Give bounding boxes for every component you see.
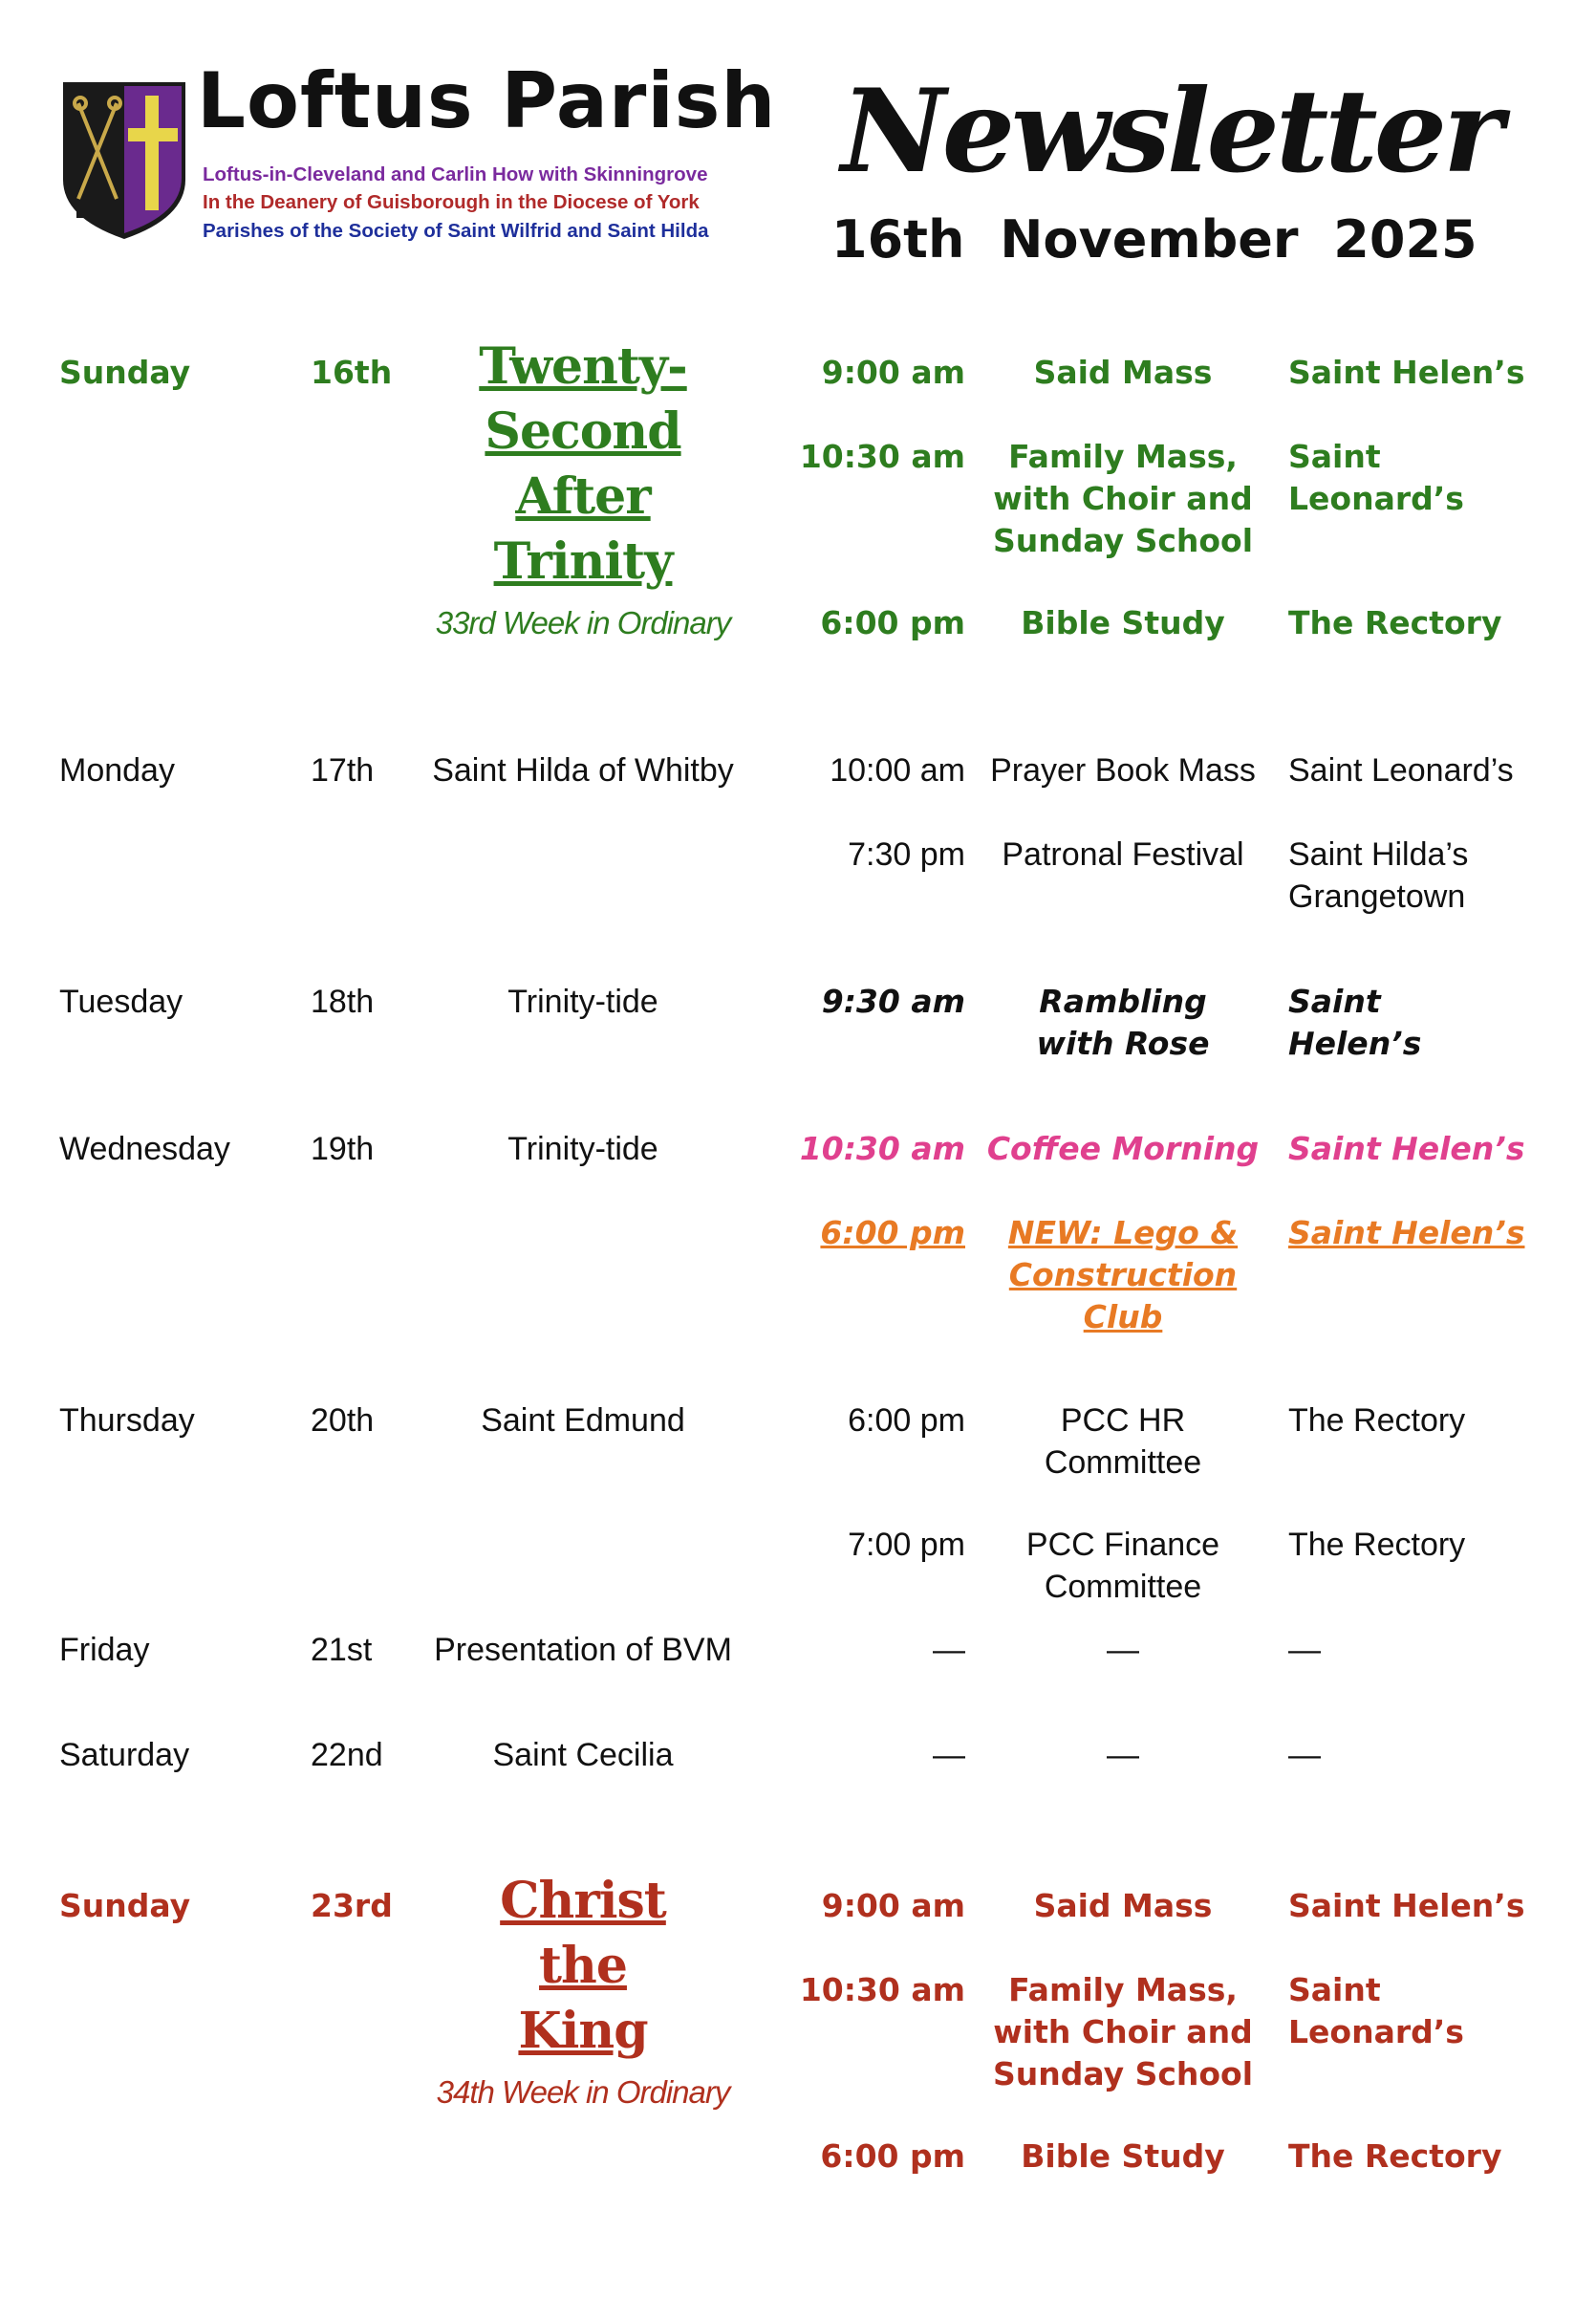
feast-name: Saint Hilda of Whitby	[432, 752, 734, 789]
feast-line: the	[539, 1937, 627, 1995]
event-title: Prayer Book Mass	[990, 752, 1256, 789]
newsletter-title: Newsletter	[841, 64, 1500, 199]
feast-name: Trinity-tide	[507, 1131, 658, 1167]
event-place: Saint Helen’s	[1288, 1214, 1525, 1251]
feast-name: Trinity-tide	[507, 984, 658, 1020]
liturgical-week: 33rd Week in Ordinary	[435, 605, 731, 640]
newsletter-date: 16th November 2025	[831, 209, 1477, 270]
day-name: Wednesday	[59, 1131, 230, 1167]
event-time: 7:00 pm	[848, 1527, 965, 1563]
event-title: Bible Study	[1021, 2137, 1225, 2175]
event-title: Patronal Festival	[1002, 836, 1244, 873]
event-place: Saint Helen’s	[1288, 983, 1422, 1062]
event-time: —	[933, 1632, 965, 1668]
parish-subtitle-society: Parishes of the Society of Saint Wilfrid and Saint Hilda	[203, 220, 709, 242]
day-date: 19th	[311, 1131, 375, 1167]
event-time: 10:30 am	[799, 1130, 965, 1167]
parish-title: Loftus Parish	[197, 56, 777, 145]
day-date: 22nd	[311, 1737, 383, 1773]
feast-line: Twenty-	[479, 337, 687, 396]
event-time: 6:00 pm	[820, 1214, 965, 1251]
day-date: 16th	[311, 354, 393, 391]
feast-line: King	[518, 2002, 648, 2060]
day-date: 23rd	[311, 1887, 393, 1924]
event-place: Saint Leonard’s	[1288, 438, 1464, 517]
event-place: Saint Leonard’s	[1288, 1971, 1464, 2050]
event-title: Family Mass, with Choir and Sunday School	[992, 1971, 1254, 2092]
day-date: 21st	[311, 1632, 373, 1668]
feast-name	[421, 1869, 745, 2114]
event-place: —	[1288, 1737, 1321, 1773]
day-name: Tuesday	[59, 984, 183, 1020]
event-title: PCC Finance Committee	[1025, 1527, 1220, 1605]
event-time: 6:00 pm	[820, 604, 965, 641]
event-title: Coffee Morning	[986, 1130, 1260, 1167]
event-time: 10:30 am	[799, 438, 965, 475]
event-place: The Rectory	[1288, 1527, 1466, 1563]
feast-name: Saint Cecilia	[492, 1737, 674, 1773]
event-place: The Rectory	[1288, 604, 1502, 641]
feast-name: Saint Edmund	[481, 1402, 685, 1439]
event-time: 10:00 am	[830, 752, 965, 789]
event-time: —	[933, 1737, 965, 1773]
event-place: Saint Leonard’s	[1288, 752, 1514, 789]
day-date: 17th	[311, 752, 375, 789]
event-place: Saint Helen’s	[1288, 1130, 1525, 1167]
feast-name: Presentation of BVM	[434, 1632, 732, 1668]
event-time: 6:00 pm	[848, 1402, 965, 1439]
event-place: The Rectory	[1288, 2137, 1502, 2175]
event-title: —	[1107, 1632, 1139, 1668]
liturgical-week: 34th Week in Ordinary	[436, 2074, 730, 2110]
event-time: 9:30 am	[821, 983, 965, 1020]
day-name: Thursday	[59, 1402, 195, 1439]
day-name: Friday	[59, 1632, 150, 1668]
event-title: PCC HR Committee	[1044, 1402, 1202, 1481]
event-time: 10:30 am	[799, 1971, 965, 2008]
event-title: NEW: Lego & Construction Club	[1007, 1214, 1239, 1335]
event-time: 9:00 am	[821, 354, 965, 391]
event-place: —	[1288, 1632, 1321, 1668]
day-name: Saturday	[59, 1737, 190, 1773]
day-name: Sunday	[59, 1887, 191, 1924]
event-place: Saint Hilda’s Grangetown	[1288, 836, 1469, 915]
feast-line: Trinity	[493, 532, 673, 591]
event-title: Bible Study	[1021, 604, 1225, 641]
parish-shield-logo	[57, 75, 191, 242]
parish-subtitle-benefice: Loftus-in-Cleveland and Carlin How with Skinningrove	[203, 163, 708, 185]
event-title: Said Mass	[1033, 1887, 1213, 1924]
feast-name	[421, 335, 745, 644]
day-name: Sunday	[59, 354, 191, 391]
event-title: Family Mass, with Choir and Sunday School	[992, 438, 1254, 559]
event-time: 6:00 pm	[820, 2137, 965, 2175]
event-title: Said Mass	[1033, 354, 1213, 391]
feast-line: Second	[485, 402, 681, 461]
event-time: 7:30 pm	[848, 836, 965, 873]
feast-line: After	[515, 467, 651, 526]
event-place: Saint Helen’s	[1288, 354, 1525, 391]
event-place: Saint Helen’s	[1288, 1887, 1525, 1924]
day-name: Monday	[59, 752, 175, 789]
event-title: Rambling with Rose	[1036, 983, 1210, 1062]
event-title: —	[1107, 1737, 1139, 1773]
day-date: 18th	[311, 984, 375, 1020]
parish-subtitle-deanery: In the Deanery of Guisborough in the Diocese of York	[203, 191, 700, 213]
event-time: 9:00 am	[821, 1887, 965, 1924]
day-date: 20th	[311, 1402, 375, 1439]
event-place: The Rectory	[1288, 1402, 1466, 1439]
feast-line: Christ	[500, 1872, 666, 1930]
